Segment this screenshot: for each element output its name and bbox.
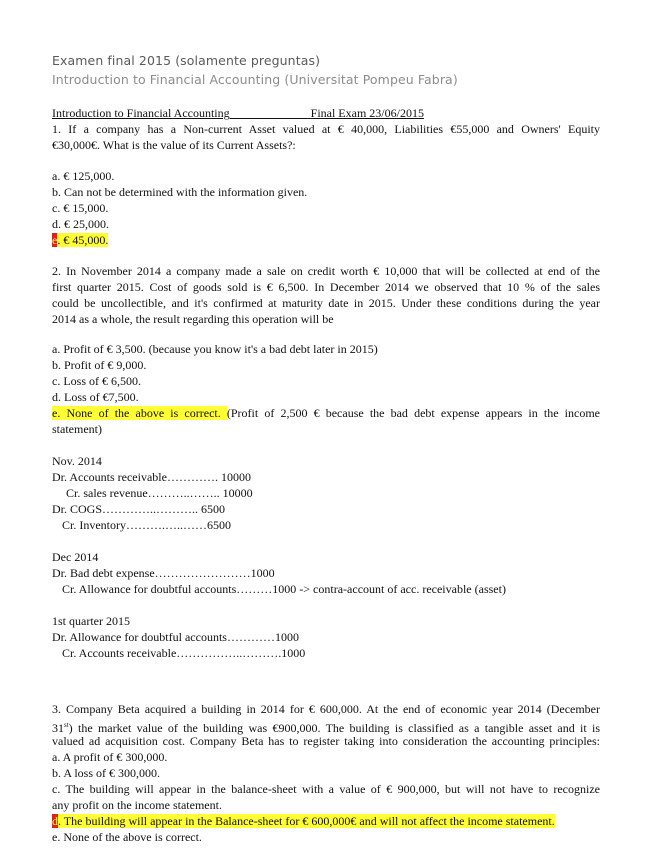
q1-text-line1: 1. If a company has a Non-current Asset valued at € 40,000, Liabilities €55,000 and Owners' Equity [52, 122, 600, 136]
q3-answer-text: . The building will appear in the Balance-sheet for € 600,000€ and will not affect the income statement. [58, 814, 555, 828]
journal-nov-title: Nov. 2014 [52, 454, 102, 468]
q1-text-line2: €30,000€. What is the value of its Current Assets?: [52, 138, 296, 152]
q3-option-e: e. None of the above is correct. [52, 830, 202, 844]
q2-text-line4: 2014 as a whole, the result regarding this operation will be [52, 312, 334, 326]
q3-option-c-line1: c. The building will appear in the balance-sheet with a value of € 900,000, but will not have to recognize [52, 782, 600, 796]
q2-text-line2: first quarter 2015. Cost of goods sold is € 6,500. In December 2014 we observed that 10 % of the sales [52, 280, 600, 294]
q2-text-line1: 2. In November 2014 a company made a sale on credit worth € 10,000 that will be collected at end of the [52, 264, 600, 278]
journal-nov-line: Cr. Inventory……….…..……6500 [62, 518, 231, 532]
journal-nov-line: Dr. Accounts receivable…………. 10000 [52, 470, 251, 484]
q2-text-line3: could be uncollectible, and it's confirmed at maturity date in 2015. Under these conditions during the year [52, 296, 600, 310]
journal-q1-title: 1st quarter 2015 [52, 614, 130, 628]
q3-answer-letter: d [52, 814, 58, 828]
q3-option-c-line2: any profit on the income statement. [52, 798, 222, 812]
journal-nov-line: Dr. COGS…………..……….. 6500 [52, 502, 226, 516]
q1-option-b: b. Can not be determined with the information given. [52, 185, 308, 199]
q1-option-d: d. € 25,000. [52, 217, 109, 231]
q3-text-line3: valued ad acquisition cost. Company Beta has to register taking into consideration the accounting principles: [52, 734, 600, 748]
q3-option-b: b. A loss of € 300,000. [52, 766, 161, 780]
document-title: Examen final 2015 (solamente preguntas) [52, 53, 321, 68]
q2-answer-note-line1: (Profit of 2,500 € because the bad debt expense appears in the income [226, 406, 600, 420]
q3-option-a: a. A profit of € 300,000. [52, 750, 168, 764]
q1-answer-letter: e [52, 233, 58, 247]
q2-option-b: b. Profit of € 9,000. [52, 358, 147, 372]
exam-course: Introduction to Financial Accounting [52, 106, 230, 120]
document-subtitle: Introduction to Financial Accounting (Universitat Pompeu Fabra) [52, 72, 458, 87]
q2-answer-highlight: e. None of the above is correct. [52, 406, 227, 420]
q2-option-d: d. Loss of €7,500. [52, 390, 139, 404]
q3-day: 31 [52, 721, 64, 735]
q3-text-line1: 3. Company Beta acquired a building in 2014 for € 600,000. At the end of economic year 2014 (December [52, 702, 600, 716]
q3-day-suffix: st [64, 721, 69, 729]
q2-option-a: a. Profit of € 3,500. (because you know it's a bad debt later in 2015) [52, 342, 378, 356]
journal-nov-line: Cr. sales revenue………..…….. 10000 [66, 486, 253, 500]
q3-text-line2-rest: ) the market value of the building was €900,000. The building is classified as a tangible asset and it is [68, 721, 600, 735]
q1-answer [52, 233, 108, 248]
q2-answer-note-line2: statement) [52, 422, 102, 436]
q3-answer [52, 814, 555, 829]
q1-answer-text: . € 45,000. [57, 233, 109, 247]
journal-q1-line: Cr. Accounts receivable……………..……….1000 [62, 646, 306, 660]
exam-heading [52, 106, 424, 121]
journal-q1-line: Dr. Allowance for doubtful accounts…………1000 [52, 630, 299, 644]
q1-option-a: a. € 125,000. [52, 169, 115, 183]
exam-blank: _______ _____ [232, 106, 308, 120]
journal-dec-line: Dr. Bad debt expense……………………1000 [52, 566, 275, 580]
q2-answer [52, 406, 600, 421]
exam-date: Final Exam 23/06/2015 [310, 106, 424, 120]
q1-option-c: c. € 15,000. [52, 201, 109, 215]
journal-dec-title: Dec 2014 [52, 550, 99, 564]
journal-dec-line: Cr. Allowance for doubtful accounts………1000 -> contra-account of acc. receivable (asset) [62, 582, 506, 596]
q2-option-c: c. Loss of € 6,500. [52, 374, 141, 388]
